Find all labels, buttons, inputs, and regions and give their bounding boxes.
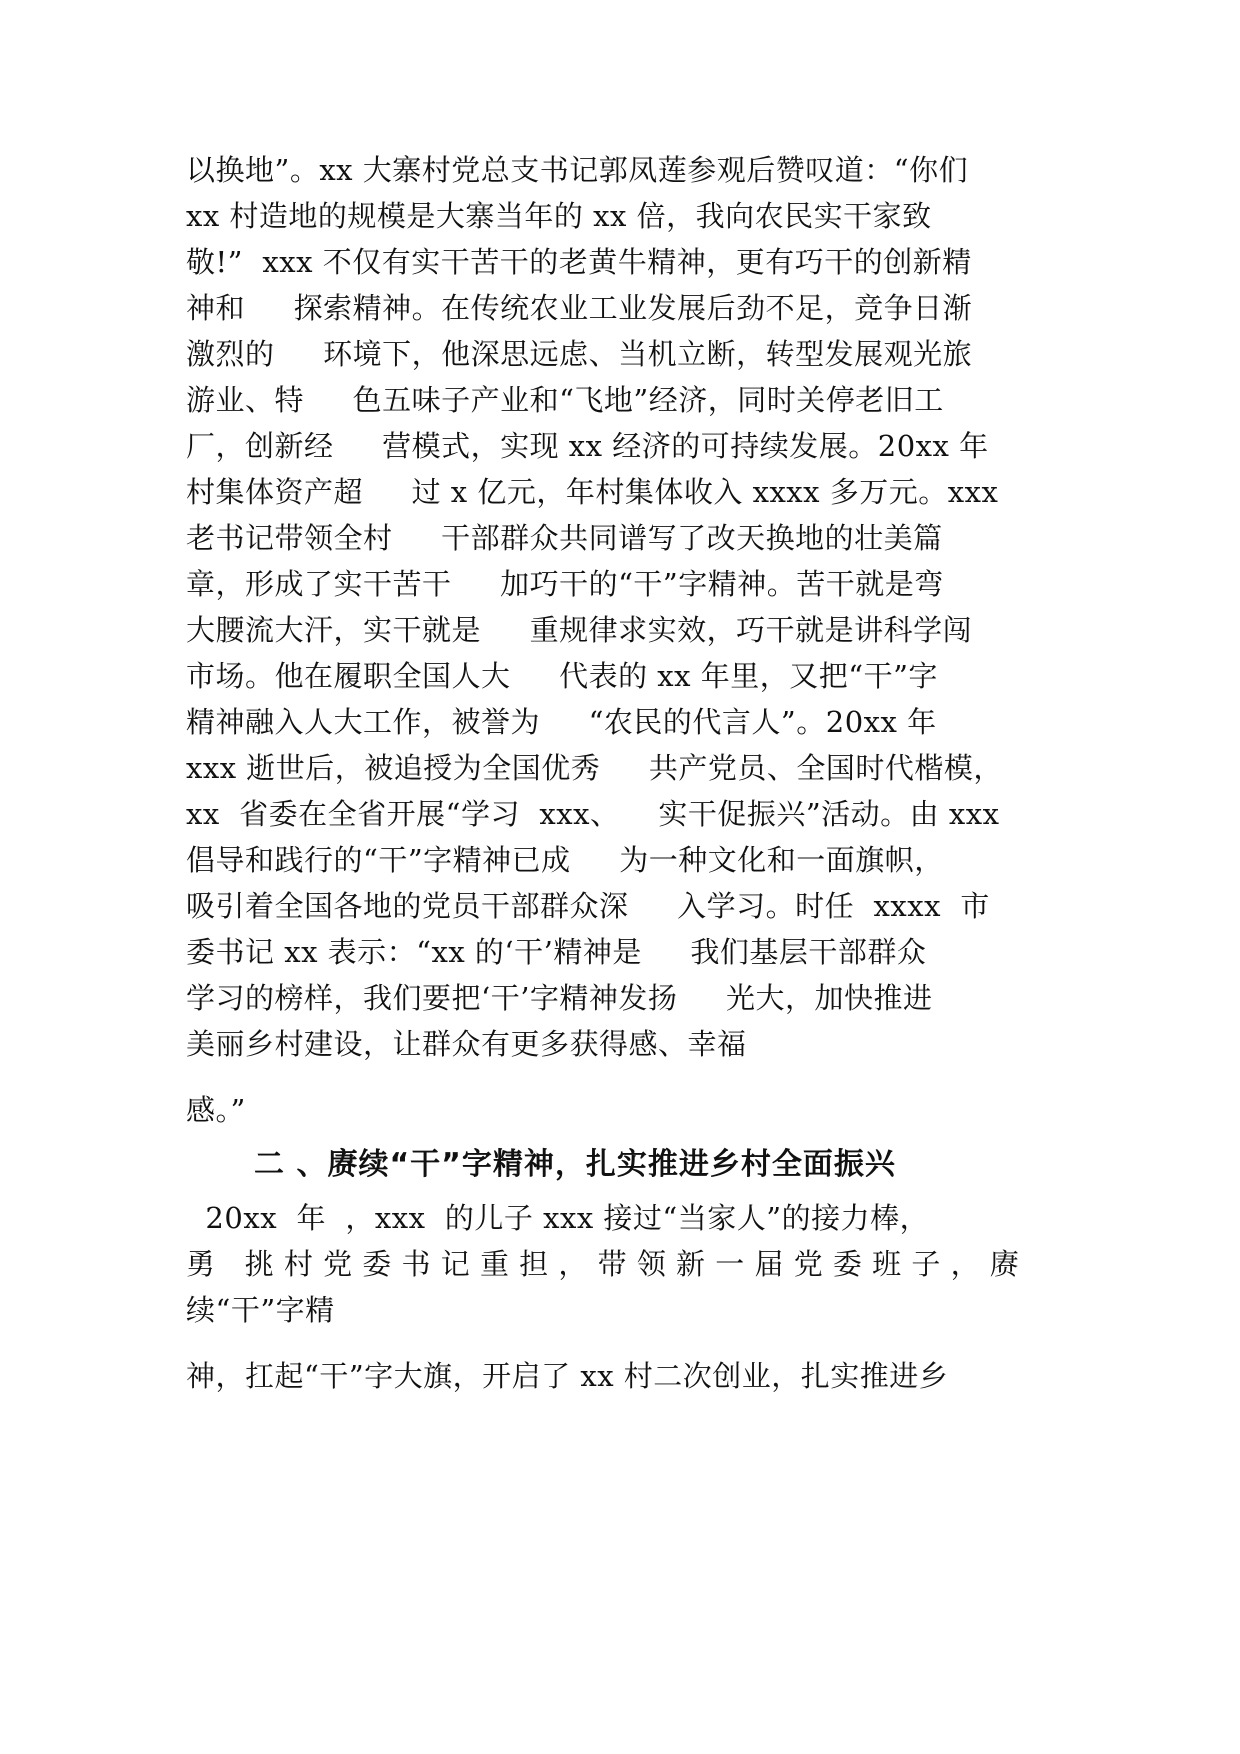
paragraph-line: xx 省委在全省开展“学习 xxx、 实干促振兴”活动。由 xxx [186, 797, 1000, 831]
paragraph-line: 章，形成了实干苦干 加巧干的“干”字精神。苦干就是弯 [186, 567, 944, 601]
paragraph-line: 20xx 年 ，xxx 的儿子 xxx 接过“当家人”的接力棒， [186, 1201, 930, 1235]
paragraph-line: 市场。他在履职全国人大 代表的 xx 年里，又把“干”字 [186, 659, 938, 693]
paragraph-line: 大腰流大汗，实干就是 重规律求实效，巧干就是讲科学闯 [186, 613, 973, 647]
paragraph-line: 委书记 xx 表示：“xx 的‘干’精神是 我们基层干部群众 [186, 935, 927, 969]
paragraph-line: 以换地”。xx 大寨村党总支书记郭凤莲参观后赞叹道：“你们 [186, 153, 969, 187]
paragraph-line: 老书记带领全村 干部群众共同谱写了改天换地的壮美篇 [186, 521, 943, 555]
paragraph-line: 学习的榜样，我们要把‘干’字精神发扬 光大，加快推进 [186, 981, 933, 1015]
paragraph-line: xxx 逝世后，被追授为全国优秀 共产党员、全国时代楷模， [186, 751, 1003, 785]
paragraph-line: 厂，创新经 营模式，实现 xx 经济的可持续发展。20xx 年 [186, 429, 989, 463]
paragraph-line: 神和 探索精神。在传统农业工业发展后劲不足，竞争日渐 [186, 291, 973, 325]
paragraph-line-end: 感。” [186, 1093, 246, 1127]
paragraph-line: 精神融入人大工作，被誉为 “农民的代言人”。20xx 年 [186, 705, 937, 739]
paragraph-line: 敬!” xxx 不仅有实干苦干的老黄牛精神，更有巧干的创新精 [186, 245, 972, 279]
paragraph-line: 美丽乡村建设，让群众有更多获得感、幸福 [186, 1027, 747, 1061]
paragraph-line: 吸引着全国各地的党员干部群众深 入学习。时任 xxxx 市 [186, 889, 990, 923]
section-heading: 二 、赓续“干”字精神，扎实推进乡村全面振兴 [254, 1147, 896, 1182]
paragraph-line: 倡导和践行的“干”字精神已成 为一种文化和一面旗帜， [186, 843, 944, 877]
paragraph-line: 游业、特 色五味子产业和“飞地”经济，同时关停老旧工 [186, 383, 944, 417]
paragraph-line: 激烈的 环境下，他深思远虑、当机立断，转型发展观光旅 [186, 337, 973, 371]
paragraph-line: 神，扛起“干”字大旗，开启了 xx 村二次创业，扎实推进乡 [186, 1359, 949, 1393]
paragraph-line: 村集体资产超 过 x 亿元，年村集体收入 xxxx 多万元。xxx [186, 475, 999, 509]
paragraph-line: 续“干”字精 [186, 1293, 335, 1327]
paragraph-line: xx 村造地的规模是大寨当年的 xx 倍，我向农民实干家致 [186, 199, 932, 233]
paragraph-line: 勇 挑 村 党 委 书 记 重 担 ， 带 领 新 一 届 党 委 班 子 ， 赓 [186, 1247, 1020, 1281]
